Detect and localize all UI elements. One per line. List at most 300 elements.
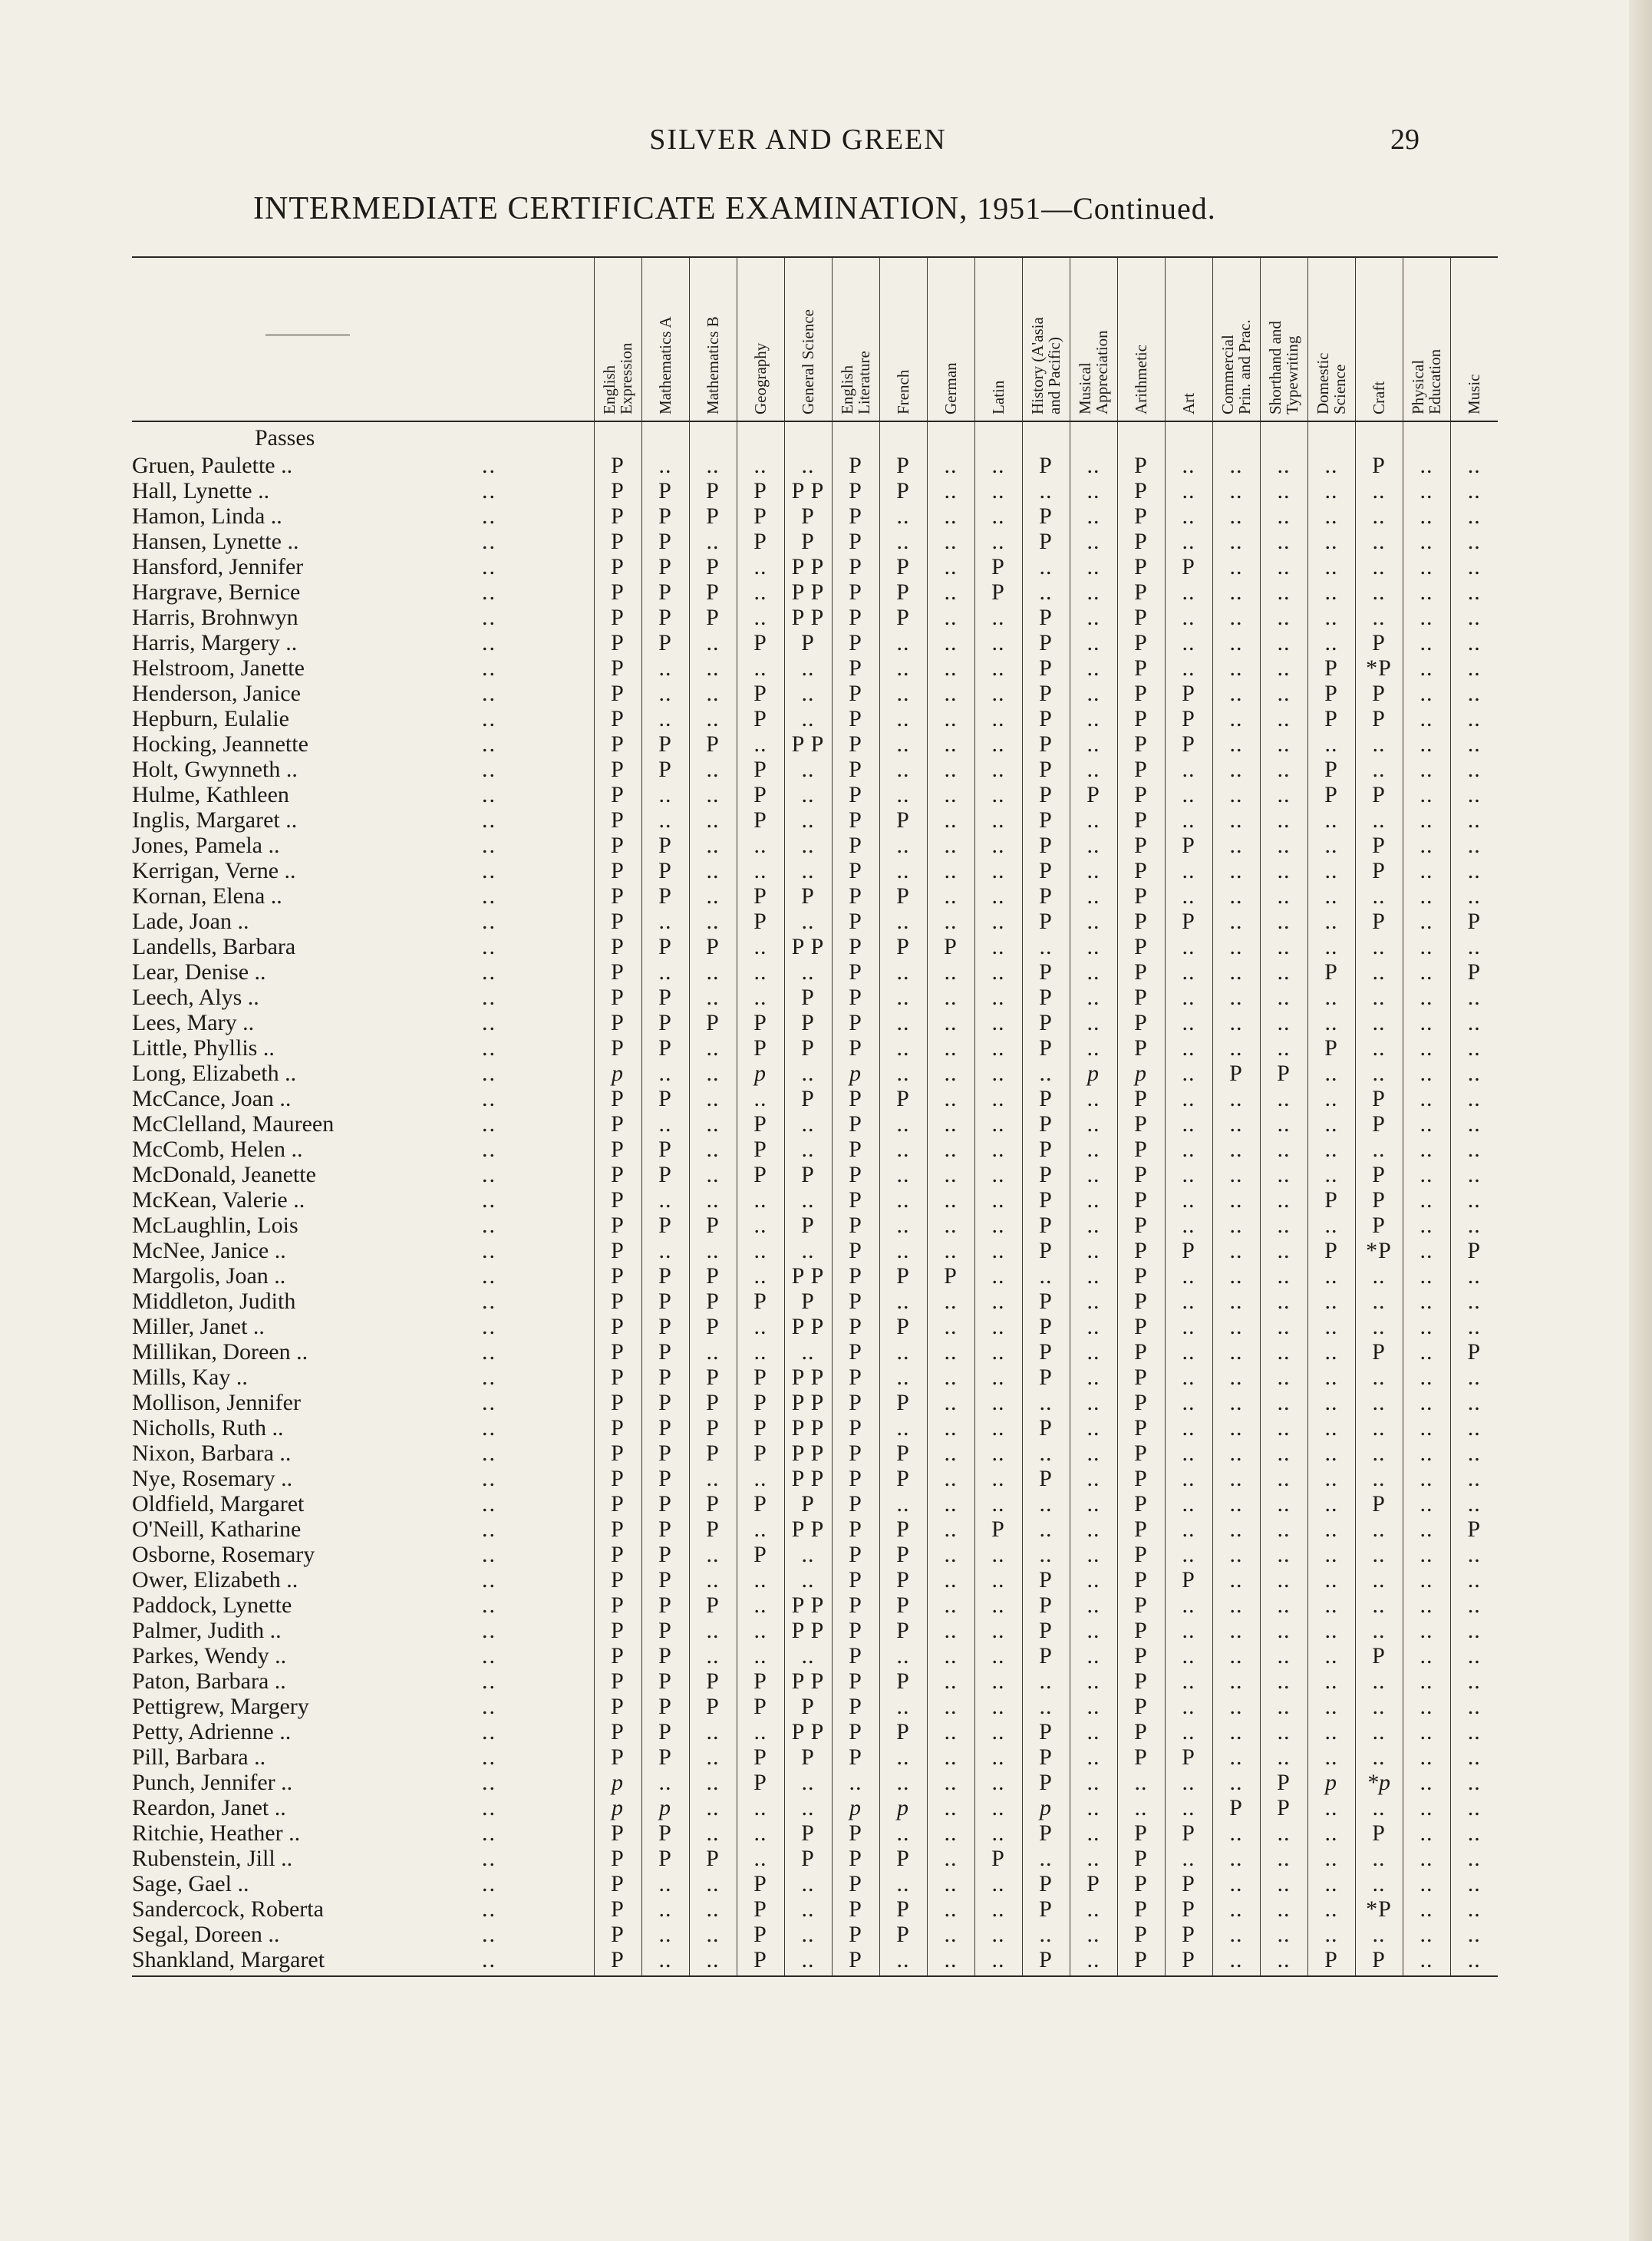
- mark-cell: ..: [1403, 1415, 1450, 1441]
- mark-cell: ..: [832, 1770, 879, 1795]
- subject-label: History (A'asia and Pacific): [1028, 317, 1063, 414]
- mark-cell: ..: [1212, 782, 1260, 807]
- mark-cell: P: [594, 1010, 641, 1035]
- mark-cell: ..: [689, 807, 737, 833]
- mark-cell: ..: [1355, 883, 1403, 909]
- mark-cell: P: [737, 1922, 784, 1947]
- mark-cell: ..: [1307, 1795, 1355, 1820]
- mark-cell: ..: [1070, 1491, 1117, 1517]
- mark-cell: P: [594, 1137, 641, 1162]
- mark-cell: ..: [1212, 1035, 1260, 1061]
- mark-cell: P: [1117, 1289, 1165, 1314]
- mark-cell: ..: [1165, 1846, 1212, 1871]
- subject-header: [1212, 258, 1260, 421]
- mark-cell: ..: [974, 1770, 1022, 1795]
- mark-cell: ..: [689, 706, 737, 731]
- student-row: [132, 529, 1498, 554]
- mark-cell: [1307, 421, 1355, 453]
- mark-cell: P: [1022, 529, 1070, 554]
- mark-cell: P: [737, 1871, 784, 1896]
- mark-cell: ..: [1450, 833, 1498, 858]
- mark-cell: P: [594, 833, 641, 858]
- mark-cell: P: [1165, 1238, 1212, 1263]
- mark-cell: P: [1355, 1111, 1403, 1137]
- mark-cell: ..: [1450, 1846, 1498, 1871]
- subject-label: Mathematics A: [656, 316, 674, 414]
- mark-cell: P: [1355, 909, 1403, 934]
- mark-cell: ..: [1355, 554, 1403, 579]
- mark-cell: P: [1117, 1111, 1165, 1137]
- mark-cell: P: [641, 1694, 689, 1719]
- mark-cell: P: [594, 934, 641, 959]
- mark-cell: P: [594, 985, 641, 1010]
- leader-dots: ..: [482, 1365, 496, 1390]
- mark-cell: ..: [689, 630, 737, 655]
- mark-cell: ..: [927, 1314, 974, 1339]
- student-name: Sage, Gael ..: [132, 1871, 249, 1896]
- student-name: Harris, Brohnwyn: [132, 605, 298, 630]
- mark-cell: P: [1117, 579, 1165, 605]
- subject-header: [927, 258, 974, 421]
- student-row: [132, 757, 1498, 782]
- student-name: Kerrigan, Verne ..: [132, 858, 296, 883]
- mark-cell: ..: [879, 503, 927, 529]
- mark-cell: P: [832, 1035, 879, 1061]
- mark-cell: ..: [974, 1137, 1022, 1162]
- mark-cell: ..: [1307, 1162, 1355, 1187]
- mark-cell: *P: [1355, 1238, 1403, 1263]
- mark-cell: ..: [1450, 630, 1498, 655]
- mark-cell: *P: [1355, 1896, 1403, 1922]
- mark-cell: ..: [879, 1339, 927, 1365]
- mark-cell: ..: [1260, 909, 1307, 934]
- student-name: Rubenstein, Jill ..: [132, 1846, 293, 1871]
- mark-cell: ..: [689, 1542, 737, 1567]
- mark-cell: P: [641, 1618, 689, 1643]
- mark-cell: P: [641, 1744, 689, 1770]
- mark-cell: ..: [1260, 1339, 1307, 1365]
- mark-cell: P: [594, 807, 641, 833]
- mark-cell: ..: [689, 1238, 737, 1263]
- student-name: Punch, Jennifer ..: [132, 1770, 293, 1795]
- mark-cell: P: [832, 1187, 879, 1213]
- mark-cell: ..: [1260, 807, 1307, 833]
- mark-cell: ..: [1403, 1618, 1450, 1643]
- mark-cell: [879, 421, 927, 453]
- student-row: [132, 1010, 1498, 1035]
- mark-cell: P: [1117, 1567, 1165, 1592]
- mark-cell: ..: [1355, 503, 1403, 529]
- mark-cell: ..: [1070, 731, 1117, 757]
- mark-cell: P: [1355, 782, 1403, 807]
- subject-label: English Literature: [838, 351, 873, 414]
- mark-cell: P: [832, 1339, 879, 1365]
- mark-cell: ..: [927, 731, 974, 757]
- mark-cell: P: [832, 959, 879, 985]
- mark-cell: P: [1260, 1795, 1307, 1820]
- mark-cell: ..: [784, 1111, 832, 1137]
- mark-cell: P: [832, 1365, 879, 1390]
- mark-cell: ..: [784, 1567, 832, 1592]
- student-row: [132, 1491, 1498, 1517]
- subject-header-row: [132, 258, 1498, 421]
- student-row: [132, 1744, 1498, 1770]
- mark-cell: p: [1070, 1061, 1117, 1086]
- mark-cell: ..: [1450, 453, 1498, 478]
- mark-cell: ..: [1260, 1289, 1307, 1314]
- mark-cell: ..: [927, 1390, 974, 1415]
- student-row: [132, 655, 1498, 681]
- student-name: Hamon, Linda ..: [132, 503, 282, 529]
- mark-cell: P: [1022, 1719, 1070, 1744]
- mark-cell: P: [689, 478, 737, 503]
- mark-cell: P: [689, 1491, 737, 1517]
- mark-cell: ..: [737, 605, 784, 630]
- mark-cell: ..: [1260, 1035, 1307, 1061]
- mark-cell: P: [832, 1947, 879, 1972]
- mark-cell: ..: [737, 1820, 784, 1846]
- mark-cell: ..: [1403, 1061, 1450, 1086]
- mark-cell: ..: [1212, 1820, 1260, 1846]
- mark-cell: ..: [1450, 1010, 1498, 1035]
- mark-cell: P: [832, 757, 879, 782]
- mark-cell: P: [1022, 1871, 1070, 1896]
- mark-cell: ..: [974, 605, 1022, 630]
- mark-cell: P P: [784, 1618, 832, 1643]
- mark-cell: ..: [1403, 1491, 1450, 1517]
- mark-cell: P: [1355, 1187, 1403, 1213]
- mark-cell: P P: [784, 1441, 832, 1466]
- mark-cell: ..: [1070, 1415, 1117, 1441]
- leader-dots: ..: [482, 858, 496, 883]
- mark-cell: P: [689, 1213, 737, 1238]
- mark-cell: P: [879, 1719, 927, 1744]
- mark-cell: ..: [1403, 579, 1450, 605]
- student-row: [132, 1643, 1498, 1668]
- mark-cell: P: [594, 1035, 641, 1061]
- mark-cell: ..: [1212, 1896, 1260, 1922]
- mark-cell: ..: [927, 1466, 974, 1491]
- leader-dots: ..: [482, 1770, 496, 1795]
- mark-cell: ..: [1403, 807, 1450, 833]
- student-row: [132, 706, 1498, 731]
- leader-dots: ..: [482, 1517, 496, 1542]
- mark-cell: ..: [879, 959, 927, 985]
- mark-cell: ..: [1212, 1010, 1260, 1035]
- student-name: Lear, Denise ..: [132, 959, 266, 985]
- student-row: [132, 858, 1498, 883]
- mark-cell: ..: [1212, 757, 1260, 782]
- mark-cell: ..: [1070, 833, 1117, 858]
- student-name: Millikan, Doreen ..: [132, 1339, 308, 1365]
- mark-cell: p: [879, 1795, 927, 1820]
- mark-cell: ..: [1260, 579, 1307, 605]
- student-name: Osborne, Rosemary: [132, 1542, 315, 1567]
- subject-label: Commercial Prin. and Prac.: [1218, 319, 1254, 414]
- mark-cell: ..: [1355, 1871, 1403, 1896]
- mark-cell: ..: [1260, 883, 1307, 909]
- mark-cell: P: [1165, 1896, 1212, 1922]
- mark-cell: p: [1022, 1795, 1070, 1820]
- mark-cell: ..: [1403, 1770, 1450, 1795]
- mark-cell: ..: [1403, 1289, 1450, 1314]
- mark-cell: ..: [1165, 1365, 1212, 1390]
- mark-cell: ..: [1212, 1947, 1260, 1972]
- mark-cell: P: [832, 1820, 879, 1846]
- mark-cell: ..: [927, 1744, 974, 1770]
- mark-cell: ..: [737, 1466, 784, 1491]
- mark-cell: ..: [1355, 1618, 1403, 1643]
- mark-cell: P: [1022, 909, 1070, 934]
- mark-cell: ..: [689, 1896, 737, 1922]
- student-name: Kornan, Elena ..: [132, 883, 282, 909]
- student-name: Palmer, Judith ..: [132, 1618, 282, 1643]
- mark-cell: ..: [927, 1618, 974, 1643]
- mark-cell: ..: [1070, 883, 1117, 909]
- mark-cell: P: [832, 681, 879, 706]
- mark-cell: ..: [927, 1187, 974, 1213]
- mark-cell: P: [689, 1289, 737, 1314]
- mark-cell: *P: [1355, 655, 1403, 681]
- mark-cell: ..: [1212, 731, 1260, 757]
- mark-cell: P: [737, 1668, 784, 1694]
- leader-dots: ..: [482, 1922, 496, 1947]
- mark-cell: ..: [1403, 706, 1450, 731]
- mark-cell: ..: [974, 1314, 1022, 1339]
- mark-cell: P: [641, 1466, 689, 1491]
- leader-dots: ..: [482, 1137, 496, 1162]
- mark-cell: ..: [1260, 1592, 1307, 1618]
- mark-cell: P: [594, 579, 641, 605]
- mark-cell: P: [1117, 1744, 1165, 1770]
- mark-cell: ..: [879, 1643, 927, 1668]
- mark-cell: ..: [927, 1694, 974, 1719]
- mark-cell: [1403, 421, 1450, 453]
- student-row: [132, 1314, 1498, 1339]
- subject-label: Music: [1465, 374, 1484, 414]
- mark-cell: P: [594, 503, 641, 529]
- mark-cell: P: [641, 1567, 689, 1592]
- mark-cell: P: [1117, 1263, 1165, 1289]
- mark-cell: ..: [737, 1339, 784, 1365]
- mark-cell: P: [832, 554, 879, 579]
- mark-cell: P: [594, 1491, 641, 1517]
- mark-cell: ..: [1450, 883, 1498, 909]
- mark-cell: ..: [1403, 1795, 1450, 1820]
- mark-cell: P: [1117, 985, 1165, 1010]
- student-row: [132, 1770, 1498, 1795]
- mark-cell: P: [594, 1289, 641, 1314]
- mark-cell: ..: [1307, 1618, 1355, 1643]
- mark-cell: ..: [1355, 1035, 1403, 1061]
- student-row: [132, 1289, 1498, 1314]
- mark-cell: P: [641, 1441, 689, 1466]
- mark-cell: ..: [737, 1846, 784, 1871]
- mark-cell: P: [594, 630, 641, 655]
- mark-cell: ..: [1355, 1137, 1403, 1162]
- mark-cell: P: [832, 1289, 879, 1314]
- mark-cell: ..: [737, 1314, 784, 1339]
- mark-cell: P: [832, 833, 879, 858]
- mark-cell: ..: [1307, 1289, 1355, 1314]
- mark-cell: P: [1117, 478, 1165, 503]
- student-name: Holt, Gwynneth ..: [132, 757, 298, 782]
- mark-cell: ..: [1212, 1846, 1260, 1871]
- leader-dots: ..: [482, 1846, 496, 1871]
- mark-cell: ..: [927, 453, 974, 478]
- mark-cell: ..: [1165, 579, 1212, 605]
- subject-label: French: [894, 369, 912, 414]
- mark-cell: ..: [1212, 934, 1260, 959]
- subject-header: [784, 258, 832, 421]
- mark-cell: ..: [784, 807, 832, 833]
- mark-cell: ..: [1307, 1871, 1355, 1896]
- mark-cell: ..: [1070, 1263, 1117, 1289]
- leader-dots: ..: [482, 1618, 496, 1643]
- mark-cell: ..: [1355, 1061, 1403, 1086]
- mark-cell: ..: [879, 782, 927, 807]
- student-row: [132, 1441, 1498, 1466]
- mark-cell: P: [1307, 706, 1355, 731]
- student-row: [132, 731, 1498, 757]
- mark-cell: P: [1117, 1213, 1165, 1238]
- mark-cell: P: [832, 1618, 879, 1643]
- mark-cell: P: [641, 1162, 689, 1187]
- mark-cell: ..: [641, 959, 689, 985]
- mark-cell: P: [1165, 1922, 1212, 1947]
- mark-cell: P: [1117, 1643, 1165, 1668]
- mark-cell: ..: [1450, 554, 1498, 579]
- student-name: McCance, Joan ..: [132, 1086, 292, 1111]
- mark-cell: ..: [1355, 1263, 1403, 1289]
- mark-cell: P: [879, 1896, 927, 1922]
- mark-cell: ..: [641, 782, 689, 807]
- mark-cell: ..: [1403, 833, 1450, 858]
- mark-cell: ..: [1307, 1339, 1355, 1365]
- mark-cell: ..: [1070, 1618, 1117, 1643]
- mark-cell: ..: [1022, 579, 1070, 605]
- mark-cell: ..: [1355, 1542, 1403, 1567]
- leader-dots: ..: [482, 529, 496, 554]
- name-column-header: [132, 258, 467, 421]
- mark-cell: ..: [1212, 807, 1260, 833]
- mark-cell: P: [832, 630, 879, 655]
- mark-cell: ..: [974, 1744, 1022, 1770]
- mark-cell: ..: [1070, 681, 1117, 706]
- mark-cell: ..: [1307, 1668, 1355, 1694]
- leader-dots: ..: [482, 1314, 496, 1339]
- mark-cell: ..: [1403, 1947, 1450, 1972]
- mark-cell: ..: [879, 1111, 927, 1137]
- mark-cell: ..: [1355, 757, 1403, 782]
- mark-cell: ..: [737, 579, 784, 605]
- mark-cell: P: [737, 782, 784, 807]
- mark-cell: ..: [737, 1187, 784, 1213]
- mark-cell: ..: [1212, 478, 1260, 503]
- mark-cell: ..: [784, 782, 832, 807]
- mark-cell: ..: [974, 731, 1022, 757]
- mark-cell: ..: [1070, 1846, 1117, 1871]
- mark-cell: ..: [974, 1365, 1022, 1390]
- mark-cell: ..: [1212, 959, 1260, 985]
- mark-cell: ..: [927, 959, 974, 985]
- mark-cell: P: [594, 858, 641, 883]
- mark-cell: ..: [1307, 731, 1355, 757]
- mark-cell: ..: [1403, 1567, 1450, 1592]
- leader-dots: ..: [482, 1896, 496, 1922]
- mark-cell: ..: [927, 1820, 974, 1846]
- mark-cell: P: [594, 1618, 641, 1643]
- mark-cell: ..: [737, 1086, 784, 1111]
- student-name: Long, Elizabeth ..: [132, 1061, 297, 1086]
- mark-cell: ..: [879, 909, 927, 934]
- mark-cell: P: [1307, 1238, 1355, 1263]
- subject-label: Craft: [1370, 381, 1388, 414]
- mark-cell: ..: [1450, 1162, 1498, 1187]
- mark-cell: p: [594, 1795, 641, 1820]
- mark-cell: ..: [1450, 1820, 1498, 1846]
- mark-cell: ..: [689, 681, 737, 706]
- mark-cell: ..: [974, 1896, 1022, 1922]
- mark-cell: ..: [1212, 1744, 1260, 1770]
- mark-cell: P: [1117, 655, 1165, 681]
- student-name: Nixon, Barbara ..: [132, 1441, 292, 1466]
- student-row: [132, 453, 1498, 478]
- mark-cell: ..: [1165, 1289, 1212, 1314]
- student-name: Mollison, Jennifer: [132, 1390, 301, 1415]
- mark-cell: P: [737, 1289, 784, 1314]
- mark-cell: P: [689, 1263, 737, 1289]
- mark-cell: ..: [784, 1137, 832, 1162]
- mark-cell: ..: [1307, 1542, 1355, 1567]
- mark-cell: ..: [1403, 1820, 1450, 1846]
- leader-dots: ..: [482, 1795, 496, 1820]
- mark-cell: P: [1022, 706, 1070, 731]
- mark-cell: ..: [1450, 807, 1498, 833]
- mark-cell: ..: [1307, 909, 1355, 934]
- mark-cell: P: [594, 1922, 641, 1947]
- mark-cell: ..: [737, 731, 784, 757]
- mark-cell: ..: [1212, 1719, 1260, 1744]
- mark-cell: P: [1355, 1213, 1403, 1238]
- mark-cell: ..: [1307, 1846, 1355, 1871]
- student-name: Henderson, Janice: [132, 681, 301, 706]
- mark-cell: ..: [1403, 1086, 1450, 1111]
- mark-cell: ..: [641, 1922, 689, 1947]
- mark-cell: ..: [1450, 1035, 1498, 1061]
- mark-cell: P: [594, 1592, 641, 1618]
- mark-cell: [1165, 421, 1212, 453]
- mark-cell: P: [1355, 1947, 1403, 1972]
- mark-cell: P: [594, 1314, 641, 1339]
- mark-cell: ..: [1450, 1061, 1498, 1086]
- mark-cell: ..: [1307, 1820, 1355, 1846]
- mark-cell: ..: [1450, 1770, 1498, 1795]
- mark-cell: ..: [1165, 934, 1212, 959]
- mark-cell: ..: [879, 1238, 927, 1263]
- mark-cell: P: [832, 1542, 879, 1567]
- mark-cell: P: [641, 1517, 689, 1542]
- mark-cell: ..: [1307, 1491, 1355, 1517]
- leader-dots: ..: [482, 1668, 496, 1694]
- mark-cell: ..: [1307, 1466, 1355, 1491]
- mark-cell: ..: [1260, 1922, 1307, 1947]
- mark-cell: ..: [1355, 1466, 1403, 1491]
- mark-cell: ..: [974, 1542, 1022, 1567]
- mark-cell: ..: [1070, 909, 1117, 934]
- subject-label: German: [941, 362, 960, 414]
- mark-cell: ..: [1450, 858, 1498, 883]
